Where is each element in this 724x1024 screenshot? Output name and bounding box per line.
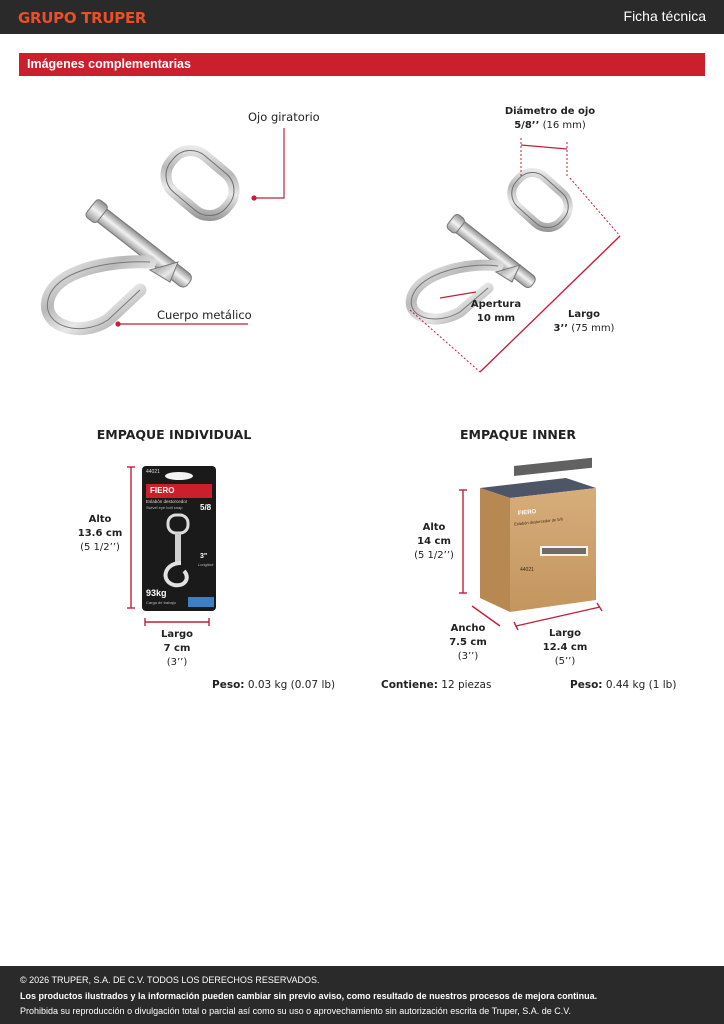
card-code: 44021 [146,469,160,475]
inner-length-imperial: (5’’) [554,656,576,667]
individual-length-value: 7 cm [163,643,191,654]
footer [0,966,724,1024]
individual-length-imperial: (3’’) [166,657,188,668]
eye-diameter-dimension [505,105,595,133]
individual-length-label: Largo [160,629,194,640]
individual-height-value: 13.6 cm [77,528,123,539]
inner-width-label: Ancho [450,623,486,634]
inner-weight-key: Peso: [570,679,603,691]
length-label: Largo [567,309,601,320]
length-value: 3’’ [553,323,569,334]
opening-dimension [471,298,521,326]
length-metric: (75 mm) [571,323,615,334]
individual-height-label: Alto [88,514,112,525]
individual-length-dimension [161,628,193,670]
inner-length-dimension [543,627,588,669]
opening-value: 10 mm [476,313,516,324]
inner-contents-value: 12 piezas [441,679,492,691]
individual-weight-value: 0.03 kg (0.07 lb) [247,679,336,691]
card-name: Eslabón destorcedor [146,499,188,504]
inner-height-label: Alto [422,522,446,533]
inner-width-dimension [449,622,487,664]
snap-hook-image-right [410,138,620,372]
eye-diameter-value: 5/8’’ [514,120,540,131]
card-length-badge: 3" [200,553,208,560]
card-load-note: Carga de trabajo [146,600,176,605]
inner-contents [381,679,491,691]
box-code: 44021 [520,567,534,573]
callout-swivel-eye: Ojo giratorio [248,110,320,124]
inner-weight-value: 0.44 kg (1 lb) [605,679,677,691]
individual-weight-key: Peso: [212,679,245,691]
footer-prohibition: Prohibida su reproducción o divulgación total o parcial así como su uso o aprovechamiento sin autorización escrita de Truper, S.A. de C.V. [20,1006,571,1016]
card-size: 5/8 [200,503,212,512]
opening-label: Apertura [470,299,522,310]
document-type: Ficha técnica [623,8,706,24]
eye-diameter-metric: (16 mm) [542,120,586,131]
card-brand: FIERO [150,486,175,495]
inner-width-imperial: (3’’) [457,651,479,662]
inner-length-value: 12.4 cm [542,642,588,653]
grupo-truper-logo: GRUPO TRUPER [18,9,147,27]
inner-width-value: 7.5 cm [449,637,487,648]
callout-metal-body: Cuerpo metálico [157,308,252,322]
card-length-badge-note: Longitud [198,562,214,567]
inner-weight [570,679,676,691]
card-name-en: Swivel eye bolt snap [146,505,183,510]
footer-copyright: © 2026 TRUPER, S.A. DE C.V. TODOS LOS DERECHOS RESERVADOS. [20,975,320,985]
inner-contents-key: Contiene: [381,679,438,691]
inner-length-label: Largo [548,628,582,639]
length-dimension [554,308,615,336]
inner-package-heading: EMPAQUE INNER [459,427,577,442]
eye-diameter-label: Diámetro de ojo [504,106,596,117]
individual-height-dimension [78,513,123,555]
inner-height-dimension [414,521,454,563]
inner-height-imperial: (5 1/2’’) [414,550,454,561]
inner-package-image [459,458,602,630]
section-title: Imágenes complementarias [27,57,191,71]
box-name: Eslabón destorcedor de 5/8 [513,516,564,527]
inner-height-value: 14 cm [417,536,451,547]
individual-package-heading: EMPAQUE INDIVIDUAL [96,427,252,442]
card-load: 93kg [146,588,167,598]
individual-weight [212,679,335,691]
snap-hook-image-left [47,128,284,329]
footer-notice: Los productos ilustrados y la información pueden cambiar sin previo aviso, como resultado de nuestros procesos de mejora continua. [20,991,598,1001]
individual-height-imperial: (5 1/2’’) [80,542,120,553]
box-brand: FIERO [517,509,537,517]
